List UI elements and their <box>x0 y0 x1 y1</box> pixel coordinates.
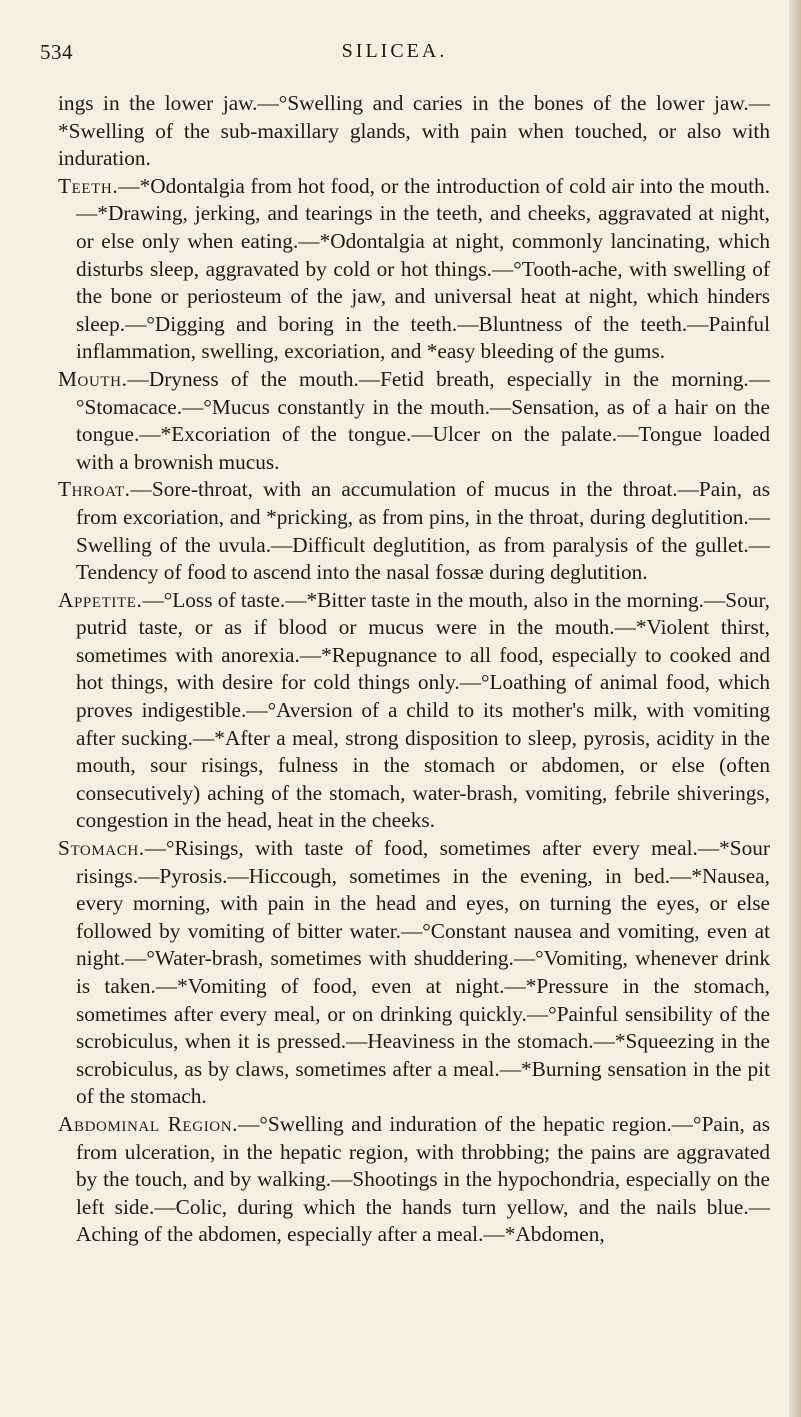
section-text-mouth: —Dryness of the mouth.—Fetid breath, especially in the morning.—°Stomacace.—°Mucus constantly in the mouth.—Sensation, as of a hair on the tongue.—*Excoriation of the tongue.—Ulcer on the palate.—Tongue loaded with a brownish mucus. <box>76 366 770 474</box>
page-number: 534 <box>40 40 73 64</box>
paragraph-jaw-continued <box>58 90 770 173</box>
page-edge-shadow <box>789 0 801 1417</box>
body-text <box>58 90 770 1249</box>
section-text-teeth: —*Odontalgia from hot food, or the introduction of cold air into the mouth.—*Drawing, jerking, and tearings in the teeth, and cheeks, aggravated at night, or else only when eating.—*Odontalgia at night, commonly lancinating, which disturbs sleep, aggravated by cold or hot things.—°Tooth-ache, with swelling of the bone or periosteum of the jaw, and universal heat at night, which hinders sleep.—°Digging and boring in the teeth.—Bluntness of the teeth.—Painful inflammation, swelling, excoriation, and *easy bleeding of the gums. <box>76 173 770 364</box>
section-abdominal-region <box>58 1111 770 1249</box>
section-text-stomach: —°Risings, with taste of food, sometimes after every meal.—*Sour risings.—Pyrosis.—Hiccough, sometimes in the evening, in bed.—*Nausea, every morning, with pain in the head and eyes, on turning the eyes, or else followed by vomiting of bitter water.—°Constant nausea and vomiting, even at night.—°Water-brash, sometimes with shuddering.—°Vomiting, whenever drink is taken.—*Vomiting of food, even at night.—*Pressure in the stomach, sometimes after every meal, or on drinking quickly.—°Painful sensibility of the scrobiculus, when it is pressed.—Heaviness in the stomach.—*Squeezing in the scrobiculus, as by claws, sometimes after a meal.—*Burning sensation in the pit of the stomach. <box>76 836 770 1109</box>
running-title: SILICEA. <box>341 40 448 62</box>
section-text-appetite: —°Loss of taste.—*Bitter taste in the mouth, also in the morning.—Sour, putrid taste, or as if blood or mucus were in the mouth.—*Violent thirst, sometimes with anorexia.—*Repugnance to all food, especially to cooked and hot things, with desire for cold things only.—°Loathing of animal food, which proves indigestible.—°Aversion of a child to its mother's milk, with vomiting after sucking.—*After a meal, strong disposition to sleep, pyrosis, acidity in the mouth, sour risings, fulness in the stomach or abdomen, or else (often consecutively) aching of the stomach, water-brash, vomiting, febrile shiverings, congestion in the head, heat in the cheeks. <box>76 587 771 833</box>
section-heading-throat: Throat. <box>58 477 131 502</box>
section-stomach <box>58 835 770 1111</box>
section-text-throat: —Sore-throat, with an accumulation of mucus in the throat.—Pain, as from excoriation, and *pricking, as from pins, in the throat, during deglutition.—Swelling of the uvula.—Difficult deglutition, as from paralysis of the gullet.—Tendency of food to ascend into the nasal fossæ during deglutition. <box>76 477 770 585</box>
paragraph-text: ings in the lower jaw.—°Swelling and caries in the bones of the lower jaw.—*Swelling of the sub-maxillary glands, with pain when touched, or also with induration. <box>58 91 770 171</box>
section-teeth <box>58 173 770 366</box>
section-throat <box>58 476 770 586</box>
section-heading-stomach: Stomach. <box>58 836 145 861</box>
section-appetite <box>58 587 770 835</box>
section-heading-appetite: Appetite. <box>58 587 143 612</box>
section-heading-mouth: Mouth. <box>58 366 128 391</box>
section-text-abdominal-region: —°Swelling and induration of the hepatic region.—°Pain, as from ulceration, in the hepatic region, with throbbing; the pains are aggravated by the touch, and by walking.—Shootings in the hypochondria, especially on the left side.—Colic, during which the hands turn yellow, and the nails blue.—Aching of the abdomen, especially after a meal.—*Abdomen, <box>76 1111 770 1247</box>
section-mouth <box>58 366 770 476</box>
section-heading-abdominal-region: Abdominal Region. <box>58 1111 239 1136</box>
section-heading-teeth: Teeth. <box>58 173 119 198</box>
